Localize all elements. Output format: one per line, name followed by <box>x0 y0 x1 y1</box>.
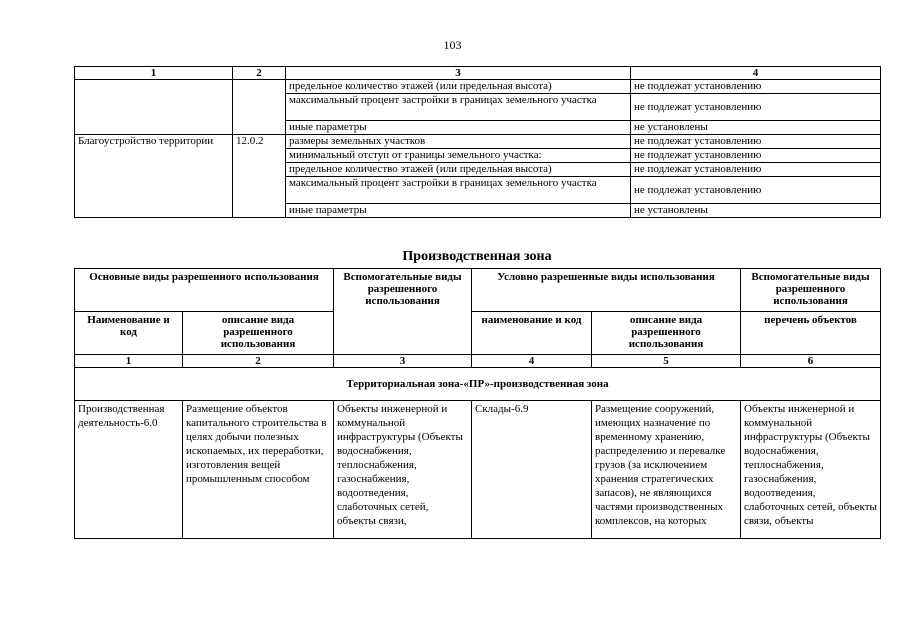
name-code-header-2: наименование и код <box>472 312 592 355</box>
col-header-4: 4 <box>631 67 881 80</box>
param-cell: размеры земельных участков <box>286 135 631 149</box>
group-header-row <box>75 269 881 312</box>
zone-title: Территориальная зона-«ПР»-производственная зона <box>75 368 881 401</box>
table-row <box>75 135 881 149</box>
empty-name-cell <box>75 80 233 135</box>
param-cell: максимальный процент застройки в границах земельного участка <box>286 177 631 204</box>
aux-uses-header: Вспомогательные виды разрешенного использования <box>334 269 472 355</box>
value-cell: не подлежат установлению <box>631 80 881 94</box>
table-row <box>75 401 881 539</box>
col-header-3: 3 <box>286 67 631 80</box>
name-code-header: Наименование и код <box>75 312 183 355</box>
col-number: 3 <box>334 355 472 368</box>
col-number: 6 <box>741 355 881 368</box>
conditional-description: Размещение сооружений, имеющих назначение по временному хранению, распределению и перевалке грузов (за исключением хранения стратегических запасов), не являющихся частями производственных комплексов, на которых <box>592 401 741 539</box>
table-row <box>75 80 881 94</box>
aux-uses-header-2: Вспомогательные виды разрешенного использования <box>741 269 881 312</box>
zone-title-row <box>75 368 881 401</box>
zone-table <box>74 268 881 539</box>
objects-list-header-2: перечень объектов <box>741 312 881 355</box>
value-cell: не установлены <box>631 204 881 218</box>
param-cell: предельное количество этажей (или предельная высота) <box>286 163 631 177</box>
value-cell: не установлены <box>631 121 881 135</box>
description-header-2: описание вида разрешенного использования <box>592 312 741 355</box>
value-cell: не подлежат установлению <box>631 135 881 149</box>
objects-list-2: Объекты инженерной и коммунальной инфраструктуры (Объекты водоснабжения, теплоснабжения, газоснабжения, водоотведения, слаботочных сетей, объекты связи, объекты <box>741 401 881 539</box>
param-cell: иные параметры <box>286 121 631 135</box>
param-cell: максимальный процент застройки в границах земельного участка <box>286 94 631 121</box>
value-cell: не подлежат установлению <box>631 149 881 163</box>
page-number: 103 <box>443 38 462 52</box>
objects-list: Объекты инженерной и коммунальной инфраструктуры (Объекты водоснабжения, теплоснабжения, газоснабжения, водоотведения, слаботочных сетей, объекты связи, <box>334 401 472 539</box>
value-cell: не подлежат установлению <box>631 177 881 204</box>
col-number: 5 <box>592 355 741 368</box>
conditional-uses-header: Условно разрешенные виды использования <box>472 269 741 312</box>
section-title: Производственная зона <box>402 249 552 264</box>
param-cell: предельное количество этажей (или предельная высота) <box>286 80 631 94</box>
description-header: описание вида разрешенного использования <box>183 312 334 355</box>
use-name-code: Производственная деятельность-6.0 <box>75 401 183 539</box>
value-cell: не подлежат установлению <box>631 163 881 177</box>
use-description: Размещение объектов капитального строительства в целях добычи полезных ископаемых, их переработки, изготовления вещей промышленным способом <box>183 401 334 539</box>
table-header-row <box>75 67 881 80</box>
value-cell: не подлежат установлению <box>631 94 881 121</box>
column-number-row <box>75 355 881 368</box>
empty-code-cell <box>233 80 286 135</box>
use-name-cell: Благоустройство территории <box>75 135 233 218</box>
col-number: 4 <box>472 355 592 368</box>
main-uses-header: Основные виды разрешенного использования <box>75 269 334 312</box>
col-number: 1 <box>75 355 183 368</box>
parameters-table <box>74 66 881 218</box>
sub-header-row <box>75 312 881 355</box>
col-header-1: 1 <box>75 67 233 80</box>
param-cell: минимальный отступ от границы земельного участка: <box>286 149 631 163</box>
col-number: 2 <box>183 355 334 368</box>
use-code-cell: 12.0.2 <box>233 135 286 218</box>
col-header-2: 2 <box>233 67 286 80</box>
param-cell: иные параметры <box>286 204 631 218</box>
conditional-name-code: Склады-6.9 <box>472 401 592 539</box>
